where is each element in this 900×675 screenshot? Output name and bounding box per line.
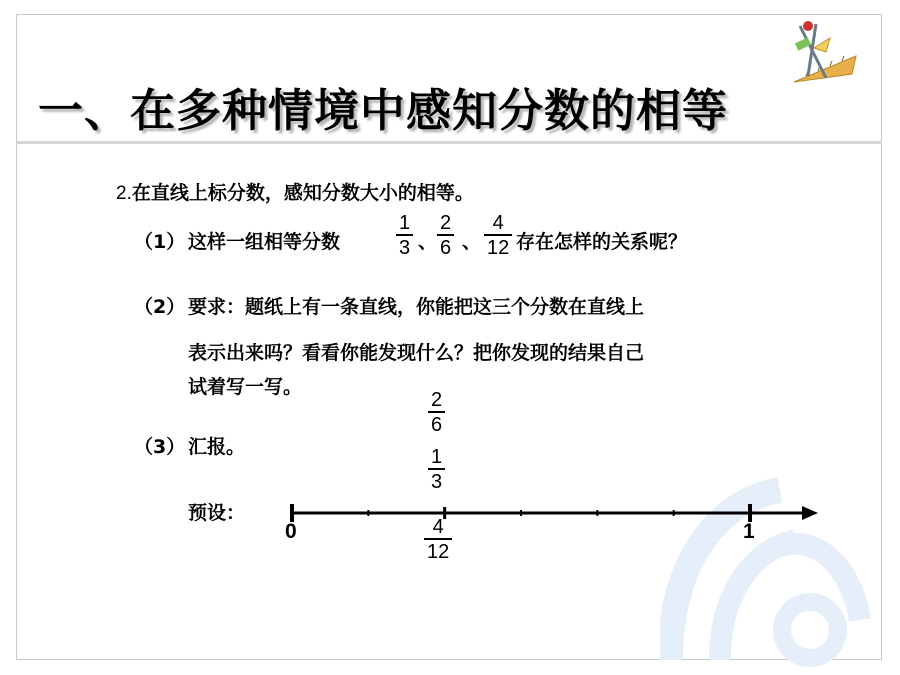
number-line-end-label: 1: [743, 520, 755, 543]
item1-text-after: 存在怎样的关系呢？: [516, 231, 688, 253]
item1-separator-1: 、: [418, 231, 438, 253]
line-fraction-two-sixths: [428, 389, 445, 436]
preset-label: 预设：: [188, 502, 246, 524]
item1-label: （1）: [134, 231, 186, 253]
item1-separator-2: 、: [462, 231, 482, 253]
denominator: 6: [440, 237, 452, 259]
item2-line1: 要求：题纸上有一条直线，你能把这三个分数在直线上: [188, 296, 645, 318]
item2-label: （2）: [134, 296, 186, 318]
fraction-bar: [428, 468, 445, 470]
item1-text-before: 这样一组相等分数: [188, 231, 341, 253]
number-line-start-label: 0: [285, 520, 297, 543]
numerator: 4: [432, 516, 444, 538]
line-fraction-four-twelfths: [424, 516, 452, 563]
arrow-head-icon: [802, 506, 818, 520]
denominator: 3: [431, 471, 443, 493]
denominator: 6: [431, 414, 443, 436]
numerator: 4: [492, 212, 504, 234]
numerator: 2: [440, 212, 452, 234]
numerator: 1: [399, 212, 411, 234]
fraction-bar: [424, 538, 452, 540]
heading-text: 在直线上标分数，感知分数大小的相等。: [131, 182, 474, 204]
item2-line3: 试着写一写。: [188, 376, 303, 398]
denominator: 12: [487, 237, 510, 259]
item2-line2: 表示出来吗？看看你能发现什么？把你发现的结果自己: [188, 342, 645, 364]
fraction-bar: [428, 411, 445, 413]
heading-number: 2.: [116, 183, 132, 204]
slide-title: 一、在多种情境中感知分数的相等: [38, 84, 729, 137]
denominator: 12: [427, 541, 450, 563]
numerator: 2: [431, 389, 443, 411]
numerator: 1: [431, 446, 443, 468]
line-fraction-one-third: [428, 446, 445, 493]
denominator: 3: [399, 237, 411, 259]
item3-label: （3）: [134, 436, 186, 458]
item3-text: 汇报。: [188, 436, 246, 458]
